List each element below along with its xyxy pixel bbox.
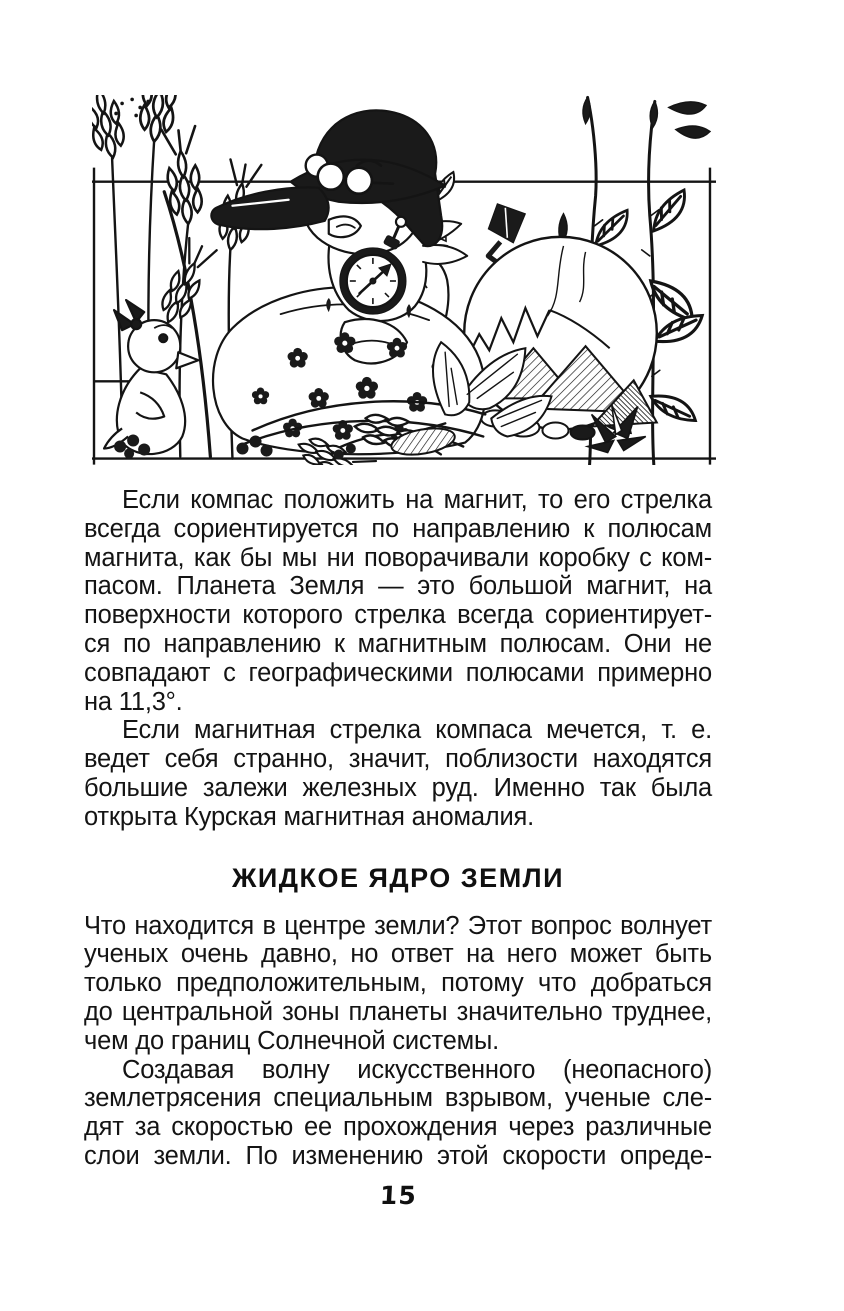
- text-line: на 11,3°.: [84, 687, 183, 716]
- text-line: Создавая волну искусственного (неопасного): [122, 1055, 712, 1084]
- text-line: дят за скоростью ее прохождения через различные: [84, 1113, 712, 1142]
- text-line: ученых очень давно, но ответ на него может быть: [84, 940, 712, 969]
- duckling-icon: [104, 300, 198, 454]
- text-line: большие залежи железных руд. Именно так была: [84, 773, 712, 802]
- text-line: ведет себя странно, значит, поблизости находятся: [84, 745, 712, 774]
- text-line: совпадают с географическими полюсами примерно: [84, 658, 712, 687]
- text-line: всегда сориентируется по направлению к полюсам: [84, 514, 712, 543]
- text-line: Если компас положить на магнит, то его стрелка: [122, 486, 712, 514]
- text-line: ся по направлению к магнитным полюсам. Они не: [84, 629, 712, 658]
- page-footer: [84, 1181, 712, 1210]
- text-line: пасом. Планета Земля — это большой магнит, на: [84, 572, 712, 601]
- paragraph-3: [84, 912, 712, 1056]
- text-line: слои земли. По изменению этой скорости опреде-: [84, 1141, 712, 1170]
- text-line: Что находится в центре земли? Этот вопрос волнует: [84, 911, 712, 940]
- paragraph-1: [84, 486, 712, 716]
- paragraph-2: [84, 716, 712, 831]
- text-line: магнита, как бы мы ни поворачивали коробку с ком-: [84, 543, 712, 572]
- text-line: открыта Курская магнитная аномалия.: [84, 802, 535, 831]
- page-number: 15: [378, 1181, 418, 1210]
- text-line: до центральной зоны планеты значительно труднее,: [84, 997, 712, 1026]
- egg-with-mountains-icon: [464, 237, 657, 440]
- page-text: [84, 486, 712, 1171]
- text-line: только предположительным, потому что добраться: [84, 969, 712, 998]
- text-line: Если магнитная стрелка компаса мечется, т. е.: [122, 716, 712, 745]
- text-line: землетрясения специальным взрывом, ученые сле-: [84, 1084, 712, 1113]
- book-illustration: [92, 95, 716, 465]
- section-heading: ЖИДКОЕ ЯДРО ЗЕМЛИ: [231, 862, 565, 893]
- paragraph-4: [84, 1056, 712, 1171]
- text-line: чем до границ Солнечной системы.: [84, 1026, 499, 1055]
- text-line: поверхности которого стрелка всегда сориентирует-: [84, 601, 712, 630]
